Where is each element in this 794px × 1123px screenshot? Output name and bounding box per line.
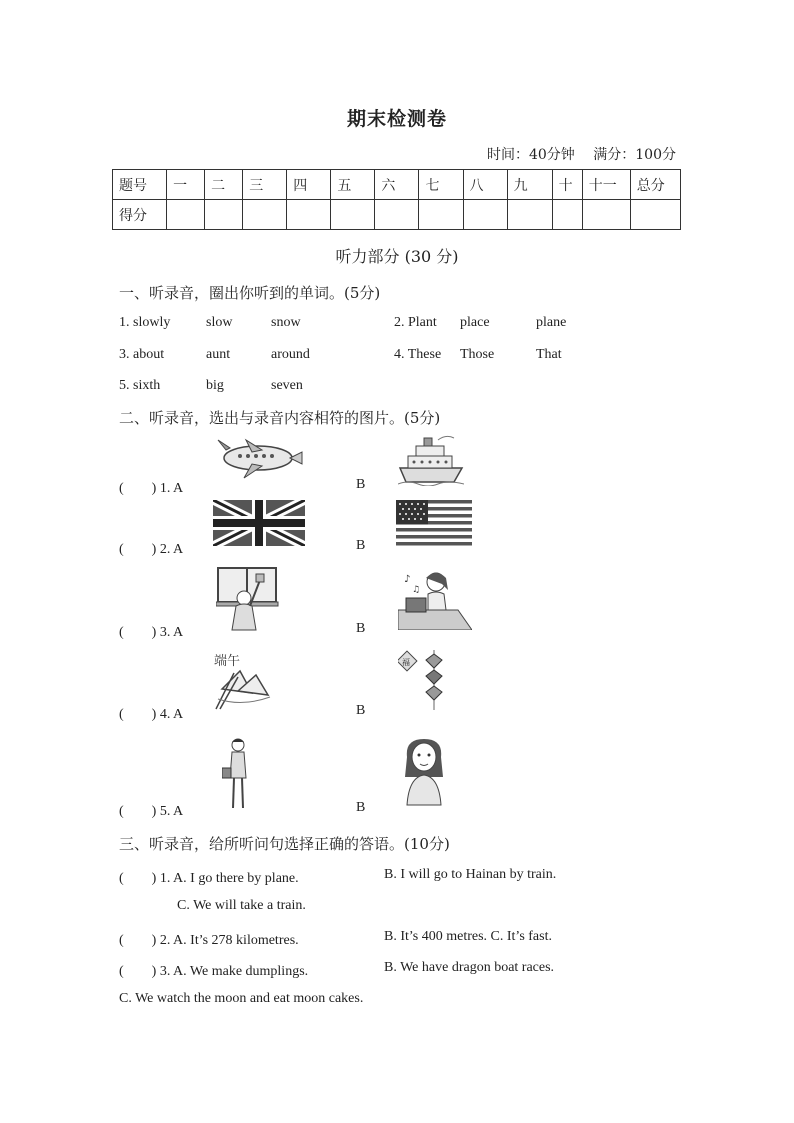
word-option[interactable]: Those bbox=[460, 347, 495, 362]
part2-heading: 二、听录音，选出与录音内容相符的图片。(5分) bbox=[119, 409, 441, 427]
table-cell: 六 bbox=[375, 170, 419, 200]
score-input-cell[interactable] bbox=[552, 200, 582, 230]
table-cell: 五 bbox=[331, 170, 375, 200]
airplane-icon[interactable] bbox=[216, 436, 304, 480]
answer-blank[interactable]: ( ) 1. A bbox=[119, 481, 184, 496]
option-b-label: B bbox=[356, 800, 366, 815]
decor-char: 福 bbox=[402, 658, 410, 667]
part1-heading: 一、听录音，圈出你听到的单词。(5分) bbox=[119, 284, 381, 302]
word-option[interactable]: 4. These bbox=[394, 347, 442, 362]
score-input-cell[interactable] bbox=[507, 200, 552, 230]
woman-portrait-icon[interactable] bbox=[401, 737, 447, 807]
word-option[interactable]: 1. slowly bbox=[119, 315, 171, 330]
table-cell: 十 bbox=[552, 170, 582, 200]
option-b: B. We have dragon boat races. bbox=[384, 960, 555, 975]
answer-blank[interactable]: ( ) 4. A bbox=[119, 707, 184, 722]
page-title: 期末检测卷 bbox=[346, 108, 447, 130]
time-label: 时间：40分钟 bbox=[486, 147, 575, 163]
score-input-cell[interactable] bbox=[582, 200, 630, 230]
festival-char: 端午 bbox=[214, 654, 241, 669]
score-input-cell[interactable] bbox=[287, 200, 331, 230]
girl-listening-radio-icon[interactable] bbox=[398, 568, 472, 630]
word-option[interactable]: That bbox=[536, 347, 562, 362]
svg-text:♪: ♪ bbox=[404, 574, 411, 585]
woman-with-bag-icon[interactable] bbox=[222, 738, 254, 812]
answer-blank[interactable]: ( ) 1. A. I go there by plane. bbox=[119, 871, 299, 886]
word-option[interactable]: 5. sixth bbox=[119, 378, 161, 393]
answer-blank[interactable]: ( ) 5. A bbox=[119, 804, 184, 819]
table-cell: 十一 bbox=[582, 170, 630, 200]
score-table-header-row bbox=[113, 170, 681, 200]
table-cell: 二 bbox=[205, 170, 243, 200]
word-option[interactable]: aunt bbox=[206, 347, 231, 362]
word-option[interactable]: 3. about bbox=[119, 347, 165, 362]
uk-flag-icon[interactable] bbox=[213, 500, 305, 546]
word-option[interactable]: place bbox=[460, 315, 490, 330]
score-input-cell[interactable] bbox=[630, 200, 680, 230]
option-b: B. I will go to Hainan by train. bbox=[384, 867, 557, 882]
girl-cleaning-window-icon[interactable] bbox=[216, 566, 280, 632]
answer-blank[interactable]: ( ) 2. A. It’s 278 kilometres. bbox=[119, 933, 299, 948]
table-cell: 三 bbox=[243, 170, 287, 200]
score-input-cell[interactable] bbox=[205, 200, 243, 230]
table-cell: 题号 bbox=[113, 170, 167, 200]
zongzi-icon[interactable] bbox=[212, 649, 274, 711]
word-option[interactable]: 2. Plant bbox=[394, 315, 437, 330]
option-b: B. It’s 400 metres. C. It’s fast. bbox=[384, 929, 552, 944]
option-b-label: B bbox=[356, 538, 366, 553]
score-input-cell[interactable] bbox=[331, 200, 375, 230]
option-b-label: B bbox=[356, 621, 366, 636]
score-input-cell[interactable] bbox=[167, 200, 205, 230]
table-cell: 一 bbox=[167, 170, 205, 200]
table-cell: 得分 bbox=[113, 200, 167, 230]
score-label: 满分：100分 bbox=[593, 147, 676, 163]
word-option[interactable]: snow bbox=[271, 315, 301, 330]
table-cell: 总分 bbox=[630, 170, 680, 200]
score-input-cell[interactable] bbox=[463, 200, 507, 230]
table-cell: 七 bbox=[419, 170, 463, 200]
ship-icon[interactable] bbox=[398, 434, 464, 486]
score-input-cell[interactable] bbox=[419, 200, 463, 230]
answer-blank[interactable]: ( ) 3. A. We make dumplings. bbox=[119, 964, 309, 979]
table-cell: 八 bbox=[463, 170, 507, 200]
score-table bbox=[112, 169, 681, 230]
svg-text:♫: ♫ bbox=[412, 585, 421, 595]
answer-blank[interactable]: ( ) 3. A bbox=[119, 625, 184, 640]
table-cell: 九 bbox=[507, 170, 552, 200]
listening-section-title: 听力部分 (30 分) bbox=[335, 247, 459, 266]
score-input-cell[interactable] bbox=[243, 200, 287, 230]
score-table-score-row bbox=[113, 200, 681, 230]
score-input-cell[interactable] bbox=[375, 200, 419, 230]
word-option[interactable]: slow bbox=[206, 315, 233, 330]
us-flag-icon[interactable] bbox=[396, 500, 472, 546]
word-option[interactable]: seven bbox=[271, 378, 303, 393]
answer-blank[interactable]: ( ) 2. A bbox=[119, 542, 184, 557]
word-option[interactable]: around bbox=[271, 347, 310, 362]
table-cell: 四 bbox=[287, 170, 331, 200]
spring-festival-decoration-icon[interactable] bbox=[398, 650, 448, 714]
option-c: C. We watch the moon and eat moon cakes. bbox=[119, 991, 364, 1006]
option-b-label: B bbox=[356, 477, 366, 492]
option-c: C. We will take a train. bbox=[177, 898, 306, 913]
word-option[interactable]: big bbox=[206, 378, 224, 393]
word-option[interactable]: plane bbox=[536, 315, 567, 330]
option-b-label: B bbox=[356, 703, 366, 718]
time-score-info bbox=[473, 144, 676, 164]
part3-heading: 三、听录音，给所听问句选择正确的答语。(10分) bbox=[119, 835, 450, 853]
